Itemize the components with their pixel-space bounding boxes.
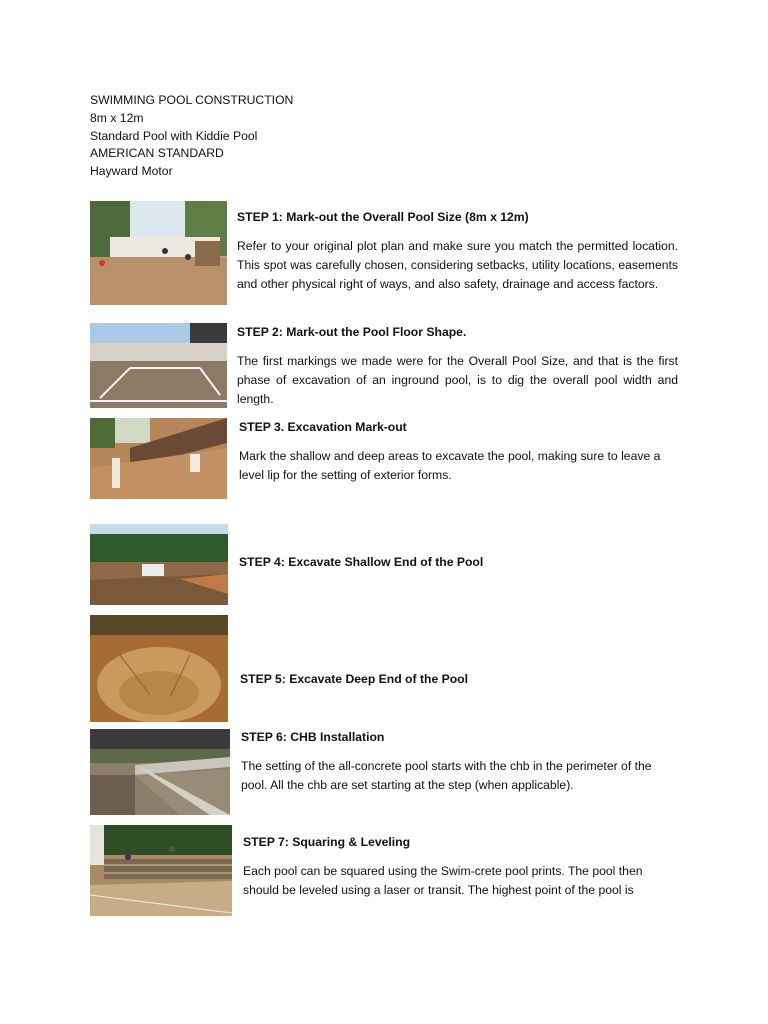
step-6-body: The setting of the all-concrete pool starts with the chb in the perimeter of the pool. All the chb are set starting at the step (when applicable). bbox=[241, 759, 652, 792]
step-4-title: STEP 4: Excavate Shallow End of the Pool bbox=[239, 555, 484, 569]
step-4-photo bbox=[90, 524, 228, 605]
step-1-title: STEP 1: Mark-out the Overall Pool Size (8m x 12m) bbox=[237, 210, 529, 224]
step-1 bbox=[237, 208, 678, 294]
pool-dimensions: 8m x 12m bbox=[90, 110, 144, 125]
step-7 bbox=[243, 833, 678, 900]
pump-motor: Hayward Motor bbox=[90, 164, 173, 179]
step-4 bbox=[239, 553, 678, 582]
step-5-title: STEP 5: Excavate Deep End of the Pool bbox=[240, 672, 469, 686]
step-3-title: STEP 3. Excavation Mark-out bbox=[239, 420, 407, 434]
step-2-photo bbox=[90, 323, 227, 408]
step-1-photo bbox=[90, 201, 227, 305]
step-7-body: Each pool can be squared using the Swim-crete pool prints. The pool then should be leveled using a laser or transit. The highest point of the pool is bbox=[243, 864, 643, 897]
step-1-body: Refer to your original plot plan and make sure you match the permitted location. This spot was carefully chosen, considering setbacks, utility locations, easements and other physical right of ways, and also safety, drainage and access factors. bbox=[237, 239, 678, 291]
step-5-photo bbox=[90, 615, 228, 722]
pool-type: Standard Pool with Kiddie Pool bbox=[90, 128, 258, 143]
step-5 bbox=[240, 670, 678, 699]
step-6-photo bbox=[90, 729, 230, 815]
step-6 bbox=[241, 728, 678, 795]
step-6-title: STEP 6: CHB Installation bbox=[241, 730, 385, 744]
step-2 bbox=[237, 323, 678, 409]
document-header bbox=[90, 92, 293, 181]
step-7-photo bbox=[90, 825, 232, 916]
step-2-body: The first markings we made were for the Overall Pool Size, and that is the first phase of excavation of an inground pool, is to dig the overall pool width and length. bbox=[237, 354, 678, 406]
step-2-title: STEP 2: Mark-out the Pool Floor Shape. bbox=[237, 325, 467, 339]
step-3-photo bbox=[90, 418, 227, 499]
document-title: SWIMMING POOL CONSTRUCTION bbox=[90, 93, 294, 107]
brand-standard: AMERICAN STANDARD bbox=[90, 146, 224, 161]
step-3-body: Mark the shallow and deep areas to excavate the pool, making sure to leave a level lip for the setting of exterior forms. bbox=[239, 449, 661, 482]
step-7-title: STEP 7: Squaring & Leveling bbox=[243, 835, 411, 849]
step-3 bbox=[239, 418, 678, 485]
